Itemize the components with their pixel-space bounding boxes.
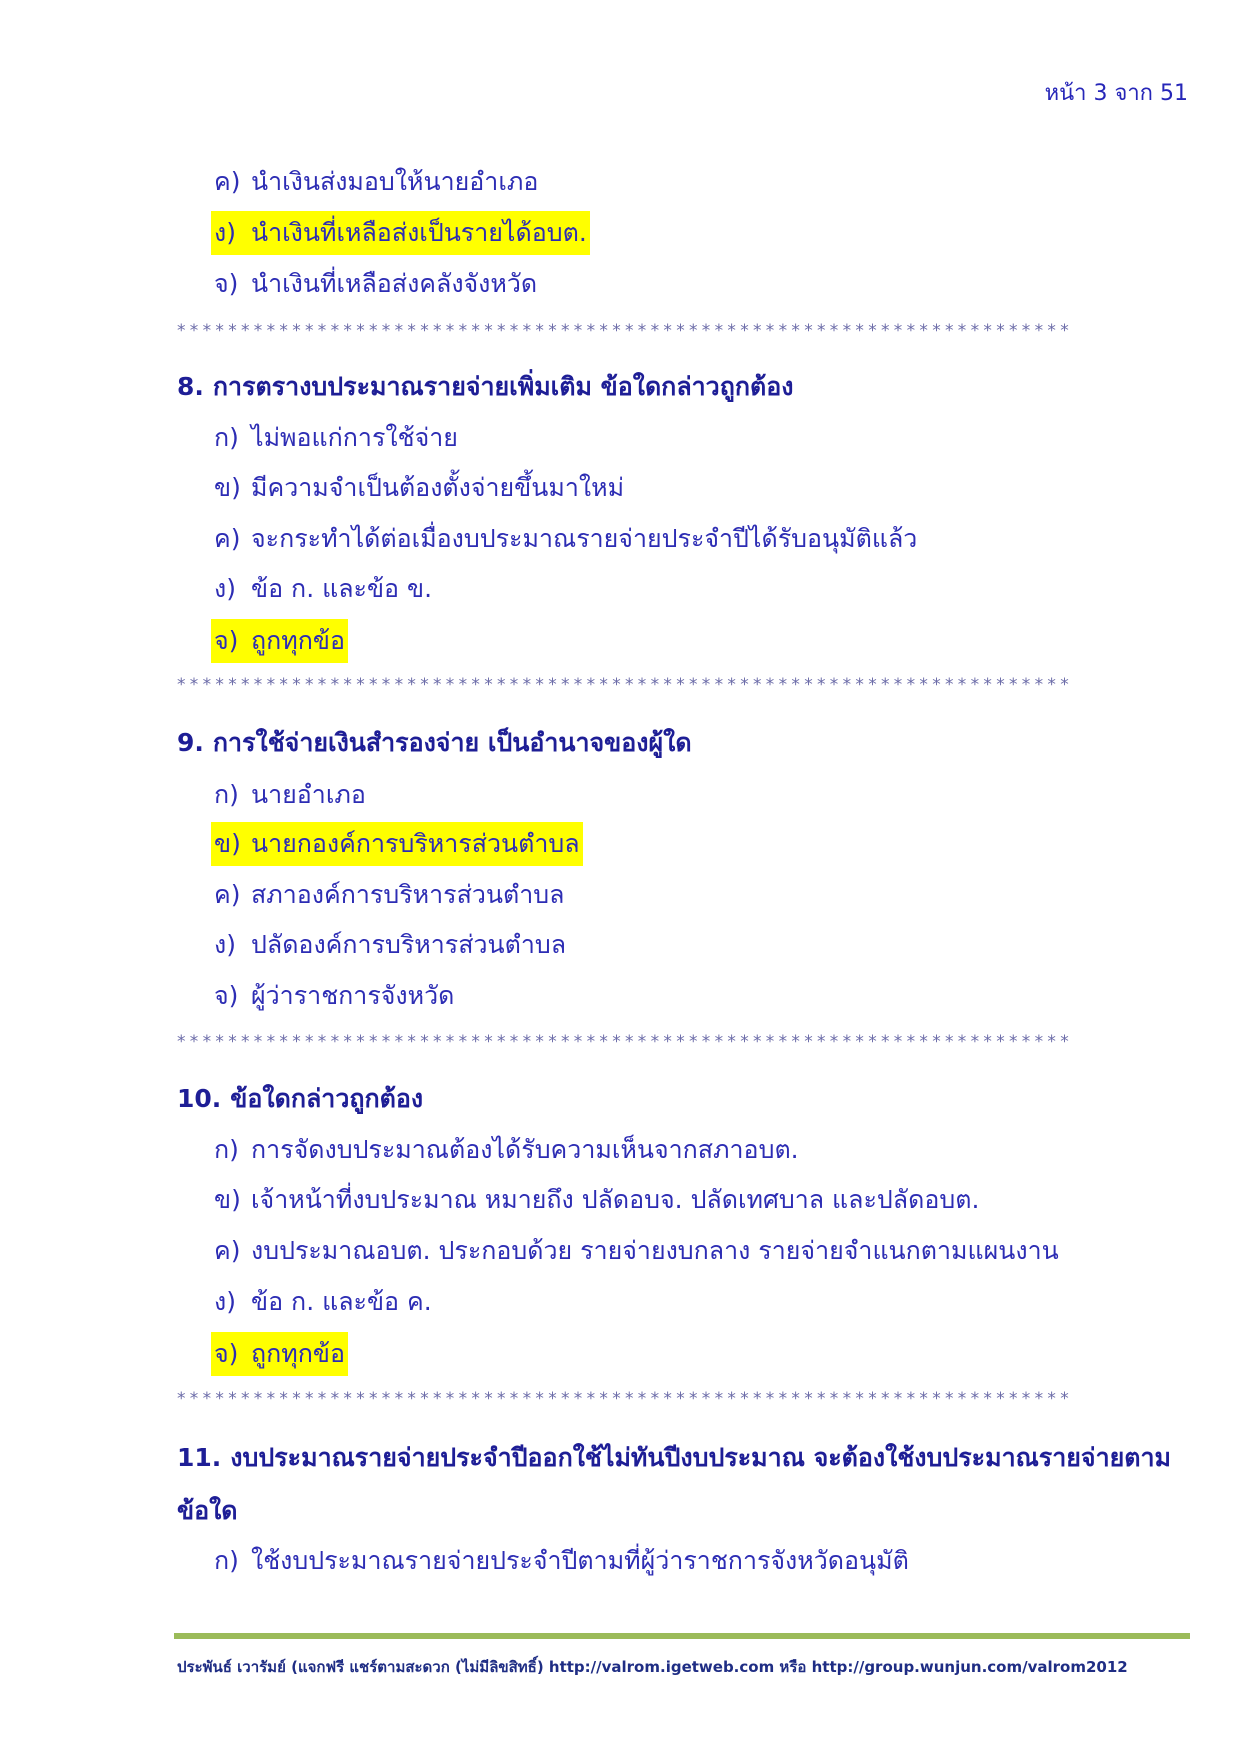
option-highlight: [211, 517, 920, 561]
option-highlight: [211, 416, 461, 460]
option-letter: จ): [214, 1339, 239, 1368]
option-item: [211, 822, 1211, 866]
separator-line: **********************************************************************: [177, 1389, 1073, 1409]
option-item: [211, 160, 1211, 204]
option-highlight: [211, 211, 590, 255]
option-text: ข้อ ก. และข้อ ข.: [251, 574, 433, 603]
option-highlight: [211, 1280, 435, 1324]
option-item: [211, 923, 1211, 967]
question-number: 11.: [177, 1443, 222, 1472]
option-item: [211, 873, 1211, 917]
option-letter: ง): [214, 218, 236, 247]
question-text: งบประมาณรายจ่ายประจำปีออกใช้ไม่ทันปีงบประมาณ จะต้องใช้งบประมาณรายจ่ายตามข้อใด: [177, 1443, 1172, 1525]
option-letter: ค): [214, 167, 241, 196]
option-highlight: [211, 567, 435, 611]
option-item: [211, 416, 1211, 460]
question-8-title: [177, 365, 1187, 409]
option-text: ผู้ว่าราชการจังหวัด: [251, 981, 455, 1010]
option-highlight: [211, 1229, 1062, 1273]
option-item: [211, 262, 1211, 306]
question-text: ข้อใดกล่าวถูกต้อง: [230, 1084, 424, 1113]
option-letter: ค): [214, 524, 241, 553]
question-number: 10.: [177, 1084, 222, 1113]
option-highlight: [211, 974, 457, 1018]
option-text: สภาองค์การบริหารส่วนตำบล: [251, 880, 565, 909]
option-letter: จ): [214, 981, 239, 1010]
option-text: จะกระทำได้ต่อเมื่องบประมาณรายจ่ายประจำปีได้รับอนุมัติแล้ว: [251, 524, 918, 553]
option-letter: จ): [214, 626, 239, 655]
option-highlight: [211, 160, 541, 204]
option-letter: ข): [214, 1185, 241, 1214]
option-text: การจัดงบประมาณต้องได้รับความเห็นจากสภาอบต.: [251, 1135, 799, 1164]
option-highlight: [211, 619, 348, 663]
option-letter: ง): [214, 1287, 236, 1316]
footer-credit: ประพันธ์ เวารัมย์ (แจกฟรี แชร์ตามสะดวก (ไม่มีลิขสิทธิ์) http://valrom.igetweb.com หรือ http://group.wunjun.com/valrom2012: [177, 1658, 1128, 1676]
question-11-title: [177, 1431, 1187, 1537]
option-letter: ค): [214, 1236, 241, 1265]
option-item: [211, 1178, 1211, 1222]
option-letter: ง): [214, 574, 236, 603]
option-highlight: [211, 1539, 912, 1583]
option-letter: ก): [214, 423, 239, 452]
option-text: นายกองค์การบริหารส่วนตำบล: [251, 829, 580, 858]
option-item: [211, 567, 1211, 611]
option-letter: ก): [214, 1546, 239, 1575]
option-text: นำเงินส่งมอบให้นายอำเภอ: [251, 167, 539, 196]
option-highlight: [211, 1332, 348, 1376]
option-text: ถูกทุกข้อ: [251, 626, 345, 655]
question-text: การตรางบประมาณรายจ่ายเพิ่มเติม ข้อใดกล่าวถูกต้อง: [212, 372, 794, 401]
option-text: ถูกทุกข้อ: [251, 1339, 345, 1368]
separator-line: **********************************************************************: [177, 321, 1073, 341]
option-text: ใช้งบประมาณรายจ่ายประจำปีตามที่ผู้ว่าราชการจังหวัดอนุมัติ: [251, 1546, 909, 1575]
option-item: [211, 211, 1211, 255]
question-number: 9.: [177, 728, 204, 757]
option-highlight: [211, 1128, 802, 1172]
option-highlight: [211, 1178, 982, 1222]
option-text: งบประมาณอบต. ประกอบด้วย รายจ่ายงบกลาง รายจ่ายจำแนกตามแผนงาน: [251, 1236, 1059, 1265]
question-10-title: [177, 1077, 1187, 1121]
option-item: [211, 1128, 1211, 1172]
option-text: ข้อ ก. และข้อ ค.: [251, 1287, 432, 1316]
separator-line: **********************************************************************: [177, 675, 1073, 695]
option-highlight: [211, 773, 369, 817]
option-text: ปลัดองค์การบริหารส่วนตำบล: [251, 930, 567, 959]
option-text: นำเงินที่เหลือส่งเป็นรายได้อบต.: [251, 218, 587, 247]
option-item: [211, 773, 1211, 817]
option-item: [211, 619, 1211, 663]
option-item: [211, 974, 1211, 1018]
option-text: ไม่พอแก่การใช้จ่าย: [251, 423, 458, 452]
option-item: [211, 517, 1211, 561]
option-highlight: [211, 466, 627, 510]
option-letter: ค): [214, 880, 241, 909]
option-highlight: [211, 822, 583, 866]
option-item: [211, 1332, 1211, 1376]
option-item: [211, 1280, 1211, 1324]
separator-line: **********************************************************************: [177, 1032, 1073, 1052]
option-text: นำเงินที่เหลือส่งคลังจังหวัด: [251, 269, 538, 298]
option-text: นายอำเภอ: [251, 780, 366, 809]
question-number: 8.: [177, 372, 204, 401]
option-text: มีความจำเป็นต้องตั้งจ่ายขึ้นมาใหม่: [251, 473, 625, 502]
option-letter: ง): [214, 930, 236, 959]
option-letter: ข): [214, 473, 241, 502]
option-highlight: [211, 923, 569, 967]
option-item: [211, 1539, 1211, 1583]
page-number-label: หน้า 3 จาก 51: [1044, 81, 1188, 106]
option-letter: ก): [214, 780, 239, 809]
option-letter: ข): [214, 829, 241, 858]
footer-divider: [174, 1633, 1190, 1639]
question-text: การใช้จ่ายเงินสำรองจ่าย เป็นอำนาจของผู้ใด: [212, 728, 692, 757]
question-9-title: [177, 721, 1187, 765]
option-text: เจ้าหน้าที่งบประมาณ หมายถึง ปลัดอบจ. ปลัดเทศบาล และปลัดอบต.: [251, 1185, 980, 1214]
option-highlight: [211, 262, 540, 306]
option-item: [211, 466, 1211, 510]
option-letter: จ): [214, 269, 239, 298]
option-highlight: [211, 873, 567, 917]
option-letter: ก): [214, 1135, 239, 1164]
option-item: [211, 1229, 1211, 1273]
